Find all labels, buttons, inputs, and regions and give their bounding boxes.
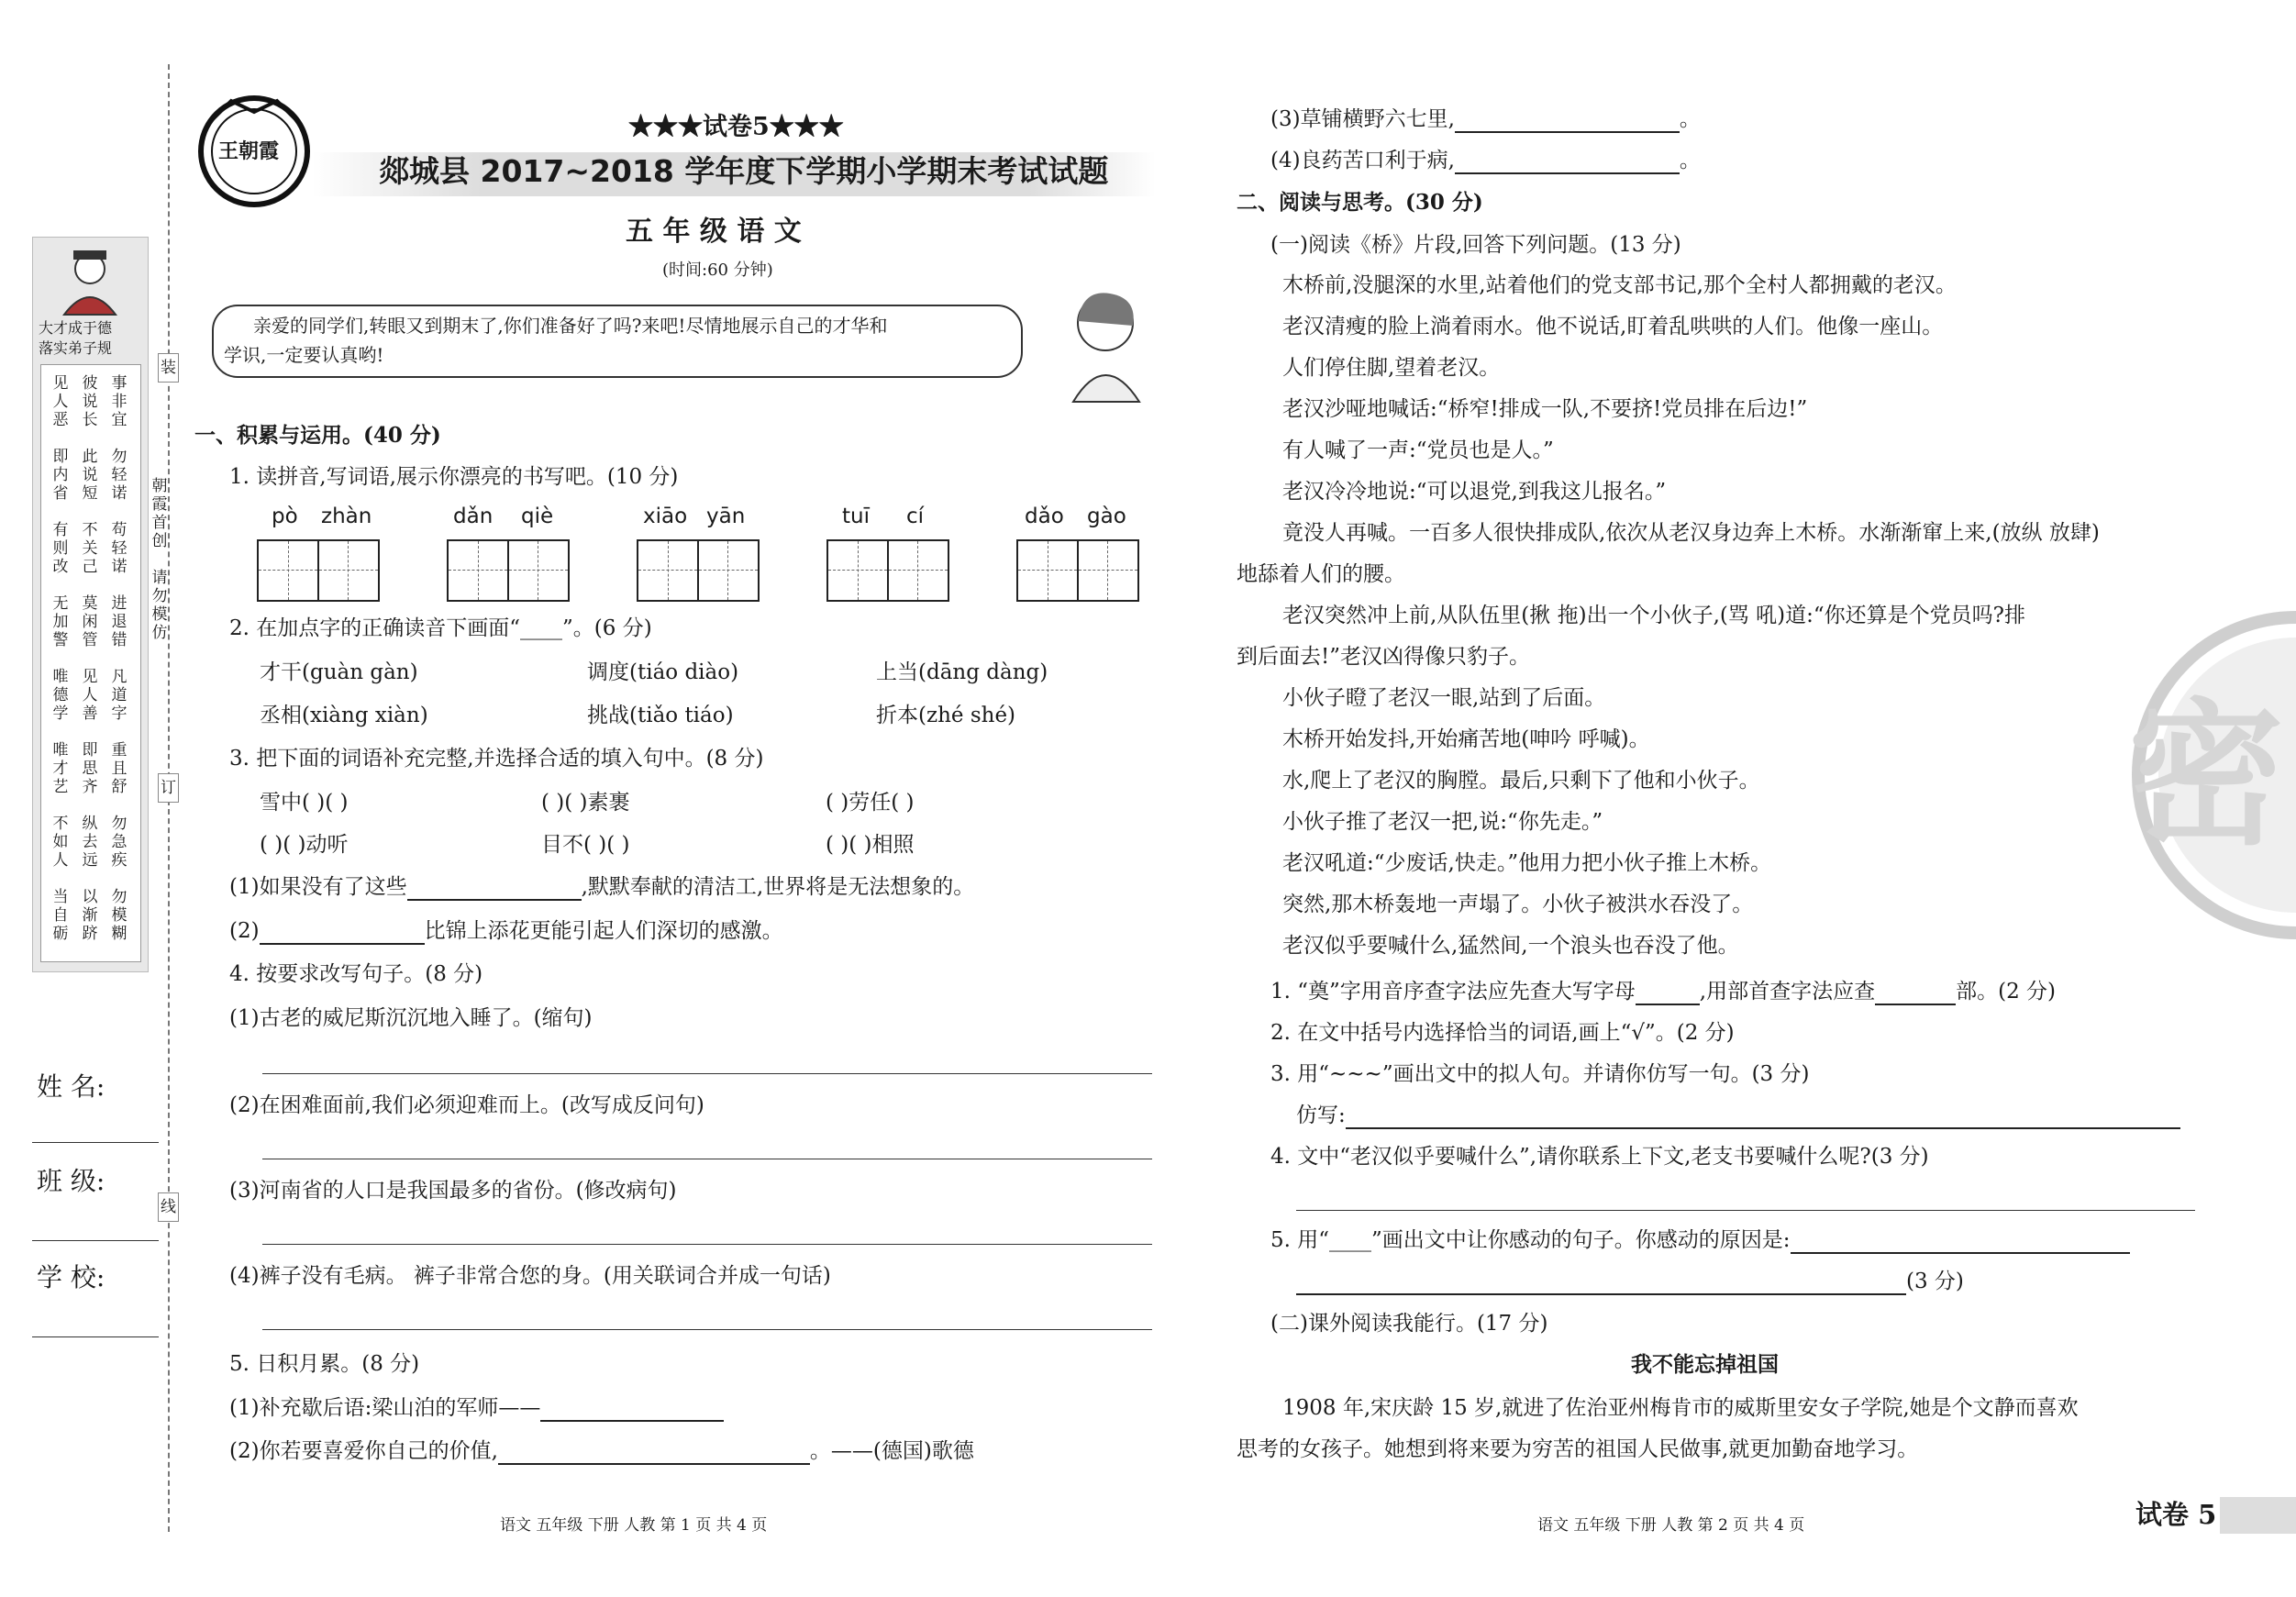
brand-logo-text: 王朝霞 [218, 139, 280, 163]
pinyin: yān [706, 505, 746, 528]
reading-question: 4. 文中“老汉似乎要喊什么”,请你联系上下文,老支书要喊什么呢?(3 分) [1270, 1145, 1929, 1169]
fill-sentence [229, 917, 783, 945]
pinyin: dǎn [453, 505, 494, 528]
answer-blank[interactable] [1636, 983, 1700, 1005]
reading-question-text: 仿写: [1296, 1103, 1346, 1127]
sidebar-col: 事非宜 [111, 374, 128, 429]
pinyin: dǎo [1025, 505, 1064, 528]
fill-sentence [229, 1437, 974, 1465]
subject-title: 五 年 级 语 文 [626, 216, 802, 248]
sidebar-col: 彼说长 [82, 374, 98, 429]
idiom-item: ( )( )素裹 [541, 791, 630, 815]
question-3: 3. 把下面的词语补充完整,并选择合适的填入句中。(8 分) [229, 747, 764, 771]
sidebar-col: 当自砺 [52, 888, 69, 943]
sidebar-col: 此说短 [82, 448, 98, 503]
fill-sentence-text: (3)草铺横野六七里, [1270, 107, 1455, 131]
fill-sentence-text: ,默默奉献的清洁工,世界将是无法想象的。 [581, 875, 975, 899]
reading-question [1270, 978, 2056, 1005]
idiom-item: ( )( )相照 [826, 833, 915, 857]
sidebar-panel [32, 237, 149, 972]
pinyin: zhàn [321, 505, 372, 528]
passage-line: 有人喊了一声:“党员也是人。” [1282, 438, 1554, 462]
fill-sentence-text: (1)补充歇后语:梁山泊的军师—— [229, 1396, 541, 1420]
sidebar-col: 苟轻诺 [111, 521, 128, 576]
sidebar-col: 有则改 [52, 521, 69, 576]
writing-grid[interactable] [257, 539, 380, 602]
sidebar-col: 见人善 [82, 668, 98, 723]
exam-badge: ★★★试卷5★★★ [628, 113, 844, 141]
sidebar-col: 勿急疾 [111, 815, 128, 870]
girl-illustration [1055, 284, 1156, 404]
rewrite-item: (1)古老的威尼斯沉沉地入睡了。(缩句) [229, 1006, 593, 1030]
writing-grid[interactable] [826, 539, 949, 602]
page-footer: 语文 五年级 下册 人教 第 2 页 共 4 页 [1537, 1516, 1805, 1535]
pronunciation-item: 上当(dāng dàng) [876, 660, 1048, 684]
fill-sentence: (3)草铺横野六七里, 。 [1270, 107, 1701, 131]
passage-line: 人们停住脚,望着老汉。 [1282, 356, 1501, 380]
name-label: 姓 名: [37, 1071, 105, 1102]
answer-blank[interactable] [1455, 152, 1680, 174]
answer-line[interactable] [262, 1329, 1152, 1330]
intro-line: 亲爱的同学们,转眼又到期末了,你们准备好了吗?来吧!尽情地展示自己的才华和 [253, 315, 888, 337]
reading-part: (二)课外阅读我能行。(17 分) [1270, 1312, 1548, 1336]
sidebar-col: 唯德学 [52, 668, 69, 723]
fill-sentence-text: (1)如果没有了这些 [229, 875, 407, 899]
idiom-item: 雪中( )( ) [260, 791, 349, 815]
sidebar-col: 勿轻诺 [111, 448, 128, 503]
name-field[interactable] [32, 1142, 159, 1143]
fill-sentence-text: (4)良药苦口利于病, [1270, 149, 1455, 172]
corner-badge [2220, 1497, 2296, 1534]
answer-blank[interactable] [1346, 1107, 2180, 1129]
passage-line: 到后面去!”老汉凶得像只豹子。 [1237, 645, 1531, 669]
passage-line: 老汉冷冷地说:“可以退党,到我这儿报名。” [1282, 480, 1667, 504]
fill-sentence-text: 。——(德国)歌德 [809, 1439, 974, 1463]
main-title: 郯城县 2017~2018 学年度下学期小学期末考试试题 [379, 153, 1109, 189]
passage-line: 水,爬上了老汉的胸膛。最后,只剩下了他和小伙子。 [1282, 769, 1760, 793]
passage-line: 木桥前,没腿深的水里,站着他们的党支部书记,那个全村人都拥戴的老汉。 [1282, 273, 1957, 297]
corner-badge-text: 试卷 5 [2135, 1499, 2217, 1530]
binding-label: 线 [158, 1192, 179, 1222]
passage-line: 老汉清瘦的脸上淌着雨水。他不说话,盯着乱哄哄的人们。他像一座山。 [1282, 315, 1944, 338]
stamp-glyph: 密 [2128, 683, 2285, 867]
answer-blank[interactable] [1791, 1232, 2130, 1254]
writing-grid[interactable] [637, 539, 760, 602]
exam-time: (时间:60 分钟) [662, 261, 773, 280]
binding-label: 订 [158, 773, 179, 803]
pinyin: qiè [521, 505, 554, 528]
question-4: 4. 按要求改写句子。(8 分) [229, 962, 483, 986]
sidebar-col: 唯才艺 [52, 741, 69, 796]
fill-sentence [1296, 1102, 2180, 1129]
answer-blank[interactable] [1296, 1273, 1906, 1295]
school-label: 学 校: [37, 1262, 105, 1292]
answer-line[interactable] [262, 1244, 1152, 1245]
passage-line: 地舔着人们的腰。 [1237, 562, 1405, 586]
question-1: 1. 读拼音,写词语,展示你漂亮的书写吧。(10 分) [229, 465, 679, 489]
pinyin: xiāo [643, 505, 688, 528]
question-2: 2. 在加点字的正确读音下画面“____”。(6 分) [229, 616, 652, 640]
binding-label: 装 [158, 353, 179, 383]
passage-line: 木桥开始发抖,开始痛苦地(呻吟 呼喊)。 [1282, 727, 1650, 751]
pinyin: gào [1087, 505, 1126, 528]
pronunciation-item: 挑战(tiǎo tiáo) [587, 704, 734, 727]
reading-question: 2. 在文中括号内选择恰当的词语,画上“√”。(2 分) [1270, 1021, 1735, 1045]
sidebar-col: 重且舒 [111, 741, 128, 796]
sidebar-col: 即内省 [52, 448, 69, 503]
sidebar-col: 即思齐 [82, 741, 98, 796]
section-heading: 二、阅读与思考。(30 分) [1237, 190, 1483, 215]
binding-note: 请勿模仿 [151, 569, 168, 642]
reading-question-text: (3 分) [1906, 1270, 1964, 1293]
fill-sentence [1296, 1268, 1964, 1295]
fill-sentence [229, 1394, 724, 1422]
question-5: 5. 日积月累。(8 分) [229, 1352, 420, 1376]
sidebar-motto: 大才成于德 [39, 319, 113, 337]
writing-grid[interactable] [447, 539, 570, 602]
passage-line: 老汉似乎要喊什么,猛然间,一个浪头也吞没了他。 [1282, 934, 1739, 958]
fill-sentence [229, 873, 974, 901]
pronunciation-item: 调度(tiáo diào) [587, 660, 739, 684]
sidebar-col: 勿模糊 [111, 888, 128, 943]
idiom-item: ( )劳任( ) [826, 791, 915, 815]
sidebar-col: 不如人 [52, 815, 69, 870]
class-label: 班 级: [37, 1166, 105, 1196]
article-line: 思考的女孩子。她想到将来要为穷苦的祖国人民做事,就更加勤奋地学习。 [1237, 1437, 1919, 1461]
sidebar-col: 莫闲管 [82, 594, 98, 649]
idiom-item: ( )( )动听 [260, 833, 349, 857]
pinyin: pò [272, 505, 298, 528]
reading-part: (一)阅读《桥》片段,回答下列问题。(13 分) [1270, 233, 1681, 257]
class-field[interactable] [32, 1240, 159, 1241]
pinyin: cí [906, 505, 925, 528]
rewrite-item: (3)河南省的人口是我国最多的省份。(修改病句) [229, 1179, 677, 1203]
pinyin: tuī [842, 505, 870, 528]
reading-question-text: 部。(2 分) [1956, 980, 2056, 1004]
fill-sentence-text: (2)你若要喜爱你自己的价值, [229, 1439, 498, 1463]
answer-blank[interactable] [1455, 111, 1680, 133]
answer-blank[interactable] [1875, 983, 1956, 1005]
reading-question-text: ,用部首查字法应查 [1699, 980, 1876, 1004]
article-title: 我不能忘掉祖国 [1631, 1352, 1779, 1377]
reading-question: 3. 用“~~~”画出文中的拟人句。并请你仿写一句。(3 分) [1270, 1062, 1810, 1086]
sidebar-col: 凡道字 [111, 668, 128, 723]
reading-question-text: 1. “奠”字用音序查字法应先查大写字母 [1270, 980, 1636, 1004]
passage-line: 老汉吼道:“少废话,快走。”他用力把小伙子推上木桥。 [1282, 851, 1772, 875]
sidebar-col: 以渐跻 [82, 888, 98, 943]
fill-sentence-text: 比锦上添花更能引起人们深切的感激。 [424, 919, 783, 943]
rewrite-item: (4)裤子没有毛病。 裤子非常合您的身。(用关联词合并成一句话) [229, 1264, 831, 1288]
sidebar-motto: 落实弟子规 [39, 339, 113, 357]
answer-blank[interactable] [498, 1443, 810, 1465]
answer-blank[interactable] [540, 1400, 724, 1422]
sidebar-col: 不关己 [82, 521, 98, 576]
answer-blank[interactable] [260, 923, 425, 945]
school-field[interactable] [32, 1336, 159, 1337]
fill-sentence-text: (2) [229, 919, 260, 943]
passage-line: 老汉突然冲上前,从队伍里(揪 拖)出一个小伙子,(骂 吼)道:“你还算是个党员吗?排 [1282, 604, 2025, 627]
pronunciation-item: 折本(zhé shé) [876, 704, 1016, 727]
writing-grid[interactable] [1016, 539, 1139, 602]
intro-line: 学识,一定要认真哟! [224, 344, 384, 366]
sidebar-text-box [40, 364, 141, 962]
binding-note: 朝霞首创 [151, 477, 168, 550]
pronunciation-item: 才干(guàn gàn) [260, 660, 418, 684]
passage-line: 突然,那木桥轰地一声塌了。小伙子被洪水吞没了。 [1282, 893, 1754, 916]
section-heading: 一、积累与运用。(40 分) [194, 423, 441, 448]
scholar-figure [33, 243, 148, 316]
passage-line: 小伙子推了老汉一把,说:“你先走。” [1282, 810, 1603, 834]
passage-line: 竟没人再喊。一百多人很快排成队,依次从老汉身边奔上木桥。水渐渐窜上来,(放纵 放肆) [1282, 521, 2100, 545]
page-footer: 语文 五年级 下册 人教 第 1 页 共 4 页 [500, 1516, 768, 1535]
passage-line: 老汉沙哑地喊话:“桥窄!排成一队,不要挤!党员排在后边!” [1282, 397, 1808, 421]
reading-question-text: 5. 用“____”画出文中让你感动的句子。你感动的原因是: [1270, 1228, 1791, 1252]
reading-question [1270, 1226, 2130, 1254]
article-line: 1908 年,宋庆龄 15 岁,就进了佐治亚州梅肯市的威斯里安女子学院,她是个文静而喜欢 [1282, 1396, 2079, 1420]
sidebar-col: 见人恶 [52, 374, 69, 429]
sidebar-col: 纵去远 [82, 815, 98, 870]
answer-line[interactable] [1296, 1210, 2195, 1211]
fill-sentence: (4)良药苦口利于病, 。 [1270, 149, 1701, 172]
idiom-item: 目不( )( ) [541, 833, 630, 857]
rewrite-item: (2)在困难面前,我们必须迎难而上。(改写成反问句) [229, 1093, 704, 1117]
pronunciation-item: 丞相(xiàng xiàn) [260, 704, 428, 727]
sidebar-col: 进退错 [111, 594, 128, 649]
passage-line: 小伙子瞪了老汉一眼,站到了后面。 [1282, 686, 1606, 710]
answer-blank[interactable] [407, 879, 582, 901]
sidebar-col: 无加警 [52, 594, 69, 649]
answer-line[interactable] [262, 1073, 1152, 1074]
